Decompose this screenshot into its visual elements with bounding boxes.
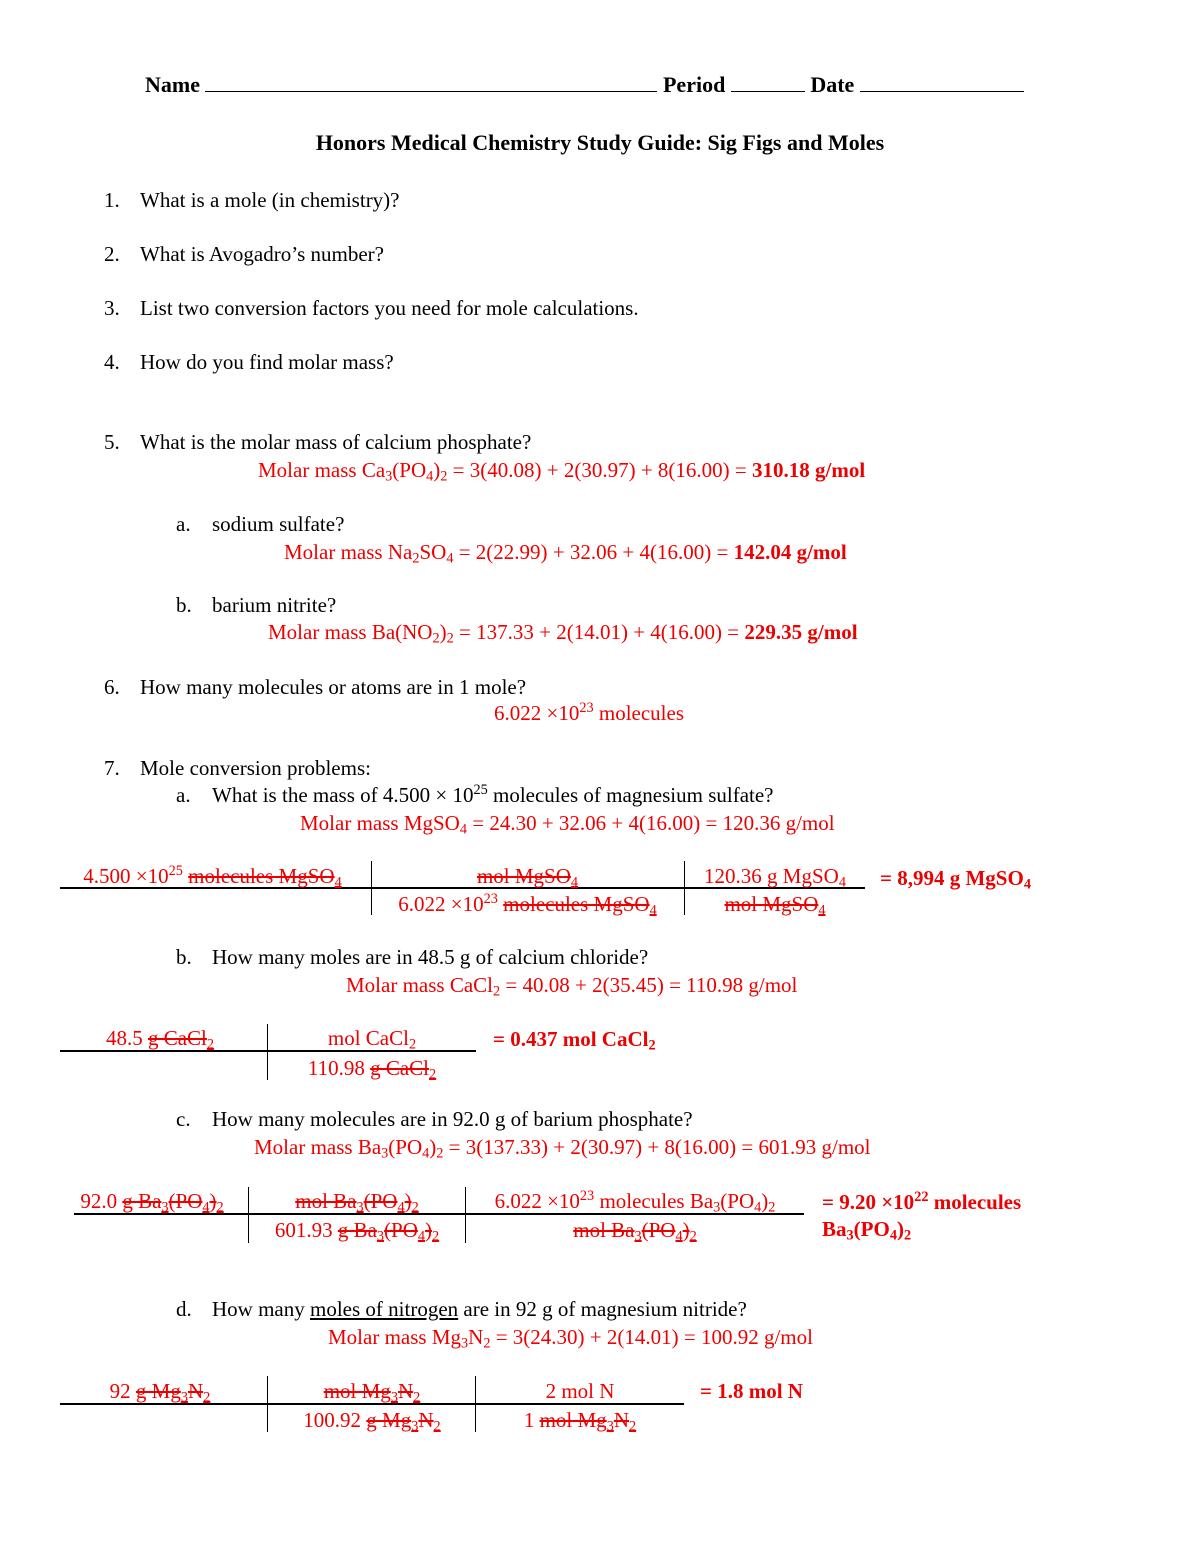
- question-6: 6. How many molecules or atoms are in 1 mole?: [104, 675, 527, 699]
- q7d-factor-ratio-top: 2 mol N: [545, 1379, 615, 1403]
- q7c-factor-mol-bottom: mol $Ba_3(PO_4)_2$: [573, 1218, 697, 1245]
- q7b-factor-mol: mol CaCl$_2$: [327, 1026, 417, 1053]
- q5-answer: Molar mass $Ca_3(PO_4)_2 = 3(40.08) + 2(30.97) + 8(16.00) = 310.18$ g/mol: [258, 458, 866, 485]
- name-blank[interactable]: [205, 73, 657, 92]
- q7d-factor-mass: 100.92 g $Mg_3N_2$: [303, 1408, 441, 1435]
- period-blank[interactable]: [731, 73, 805, 92]
- q7d-molar-mass: Molar mass $Mg_3N_2 = 3(24.30) + 2(14.01) = 100.92$ g/mol: [328, 1325, 813, 1352]
- q7a-factor-avogadro: $6.022 \times 10^{23}$ molecules MgSO$_4$: [398, 891, 657, 919]
- q7c-result: = $9.20 \times 10^{22}$ molecules $Ba_3(PO_4)_2$: [822, 1189, 1022, 1244]
- q7a-divider-2: [684, 861, 685, 915]
- underlined-phrase: moles of nitrogen: [310, 1297, 459, 1321]
- page-title: Honors Medical Chemistry Study Guide: Sig Figs and Moles: [315, 130, 885, 155]
- question-4: 4. How do you find molar mass?: [104, 350, 394, 374]
- q7d-divider-1: [267, 1376, 268, 1432]
- question-5b: b. barium nitrite?: [176, 593, 337, 617]
- q7b-result: = 0.437 mol CaCl$_2$: [493, 1027, 656, 1054]
- question-7b: b. How many moles are in 48.5 g of calcium chloride?: [176, 945, 649, 969]
- q7b-factor-mass: 110.98 g CaCl$_2$: [307, 1056, 437, 1083]
- header-line: [145, 72, 1024, 98]
- date-label: Date: [810, 72, 855, 97]
- q7a-divider-1: [371, 861, 372, 915]
- question-7c: c. How many molecules are in 92.0 g of barium phosphate?: [176, 1107, 693, 1131]
- q7c-factor-given: 92.0 g $Ba_3(PO_4)_2$: [80, 1189, 224, 1216]
- question-1: 1. What is a mole (in chemistry)?: [104, 188, 400, 212]
- q7d-factor-ratio-bottom: 1 mol $Mg_3N_2$: [523, 1408, 637, 1435]
- q7a-result: = 8,994 g MgSO$_4$: [880, 866, 1031, 893]
- q6-answer: $6.022 \times 10^{23}$ molecules: [494, 700, 684, 725]
- q7c-factor-mol-top: mol $Ba_3(PO_4)_2$: [295, 1189, 419, 1216]
- question-5a: a. sodium sulfate?: [176, 512, 345, 536]
- q5b-answer: Molar mass $Ba(NO_2)_2 = 137.33 + 2(14.01) + 4(16.00) = 229.35$ g/mol: [268, 620, 858, 647]
- q7b-divider-1: [267, 1024, 268, 1080]
- q7c-molar-mass: Molar mass $Ba_3(PO_4)_2 = 3(137.33) + 2(30.97) + 8(16.00) = 601.93$ g/mol: [254, 1135, 871, 1162]
- q7c-divider-2: [465, 1187, 466, 1243]
- date-blank[interactable]: [860, 73, 1024, 92]
- q7d-factor-mol-top: mol $Mg_3N_2$: [323, 1379, 421, 1406]
- question-7: 7. Mole conversion problems:: [104, 756, 371, 780]
- q7a-factor-mol-top: mol MgSO$_4$: [476, 864, 579, 891]
- q7d-divider-2: [475, 1376, 476, 1432]
- q7b-molar-mass: Molar mass CaCl$_2$ = 40.08 + 2(35.45) = 110.98 g/mol: [346, 973, 798, 1000]
- question-7a: a. What is the mass of $4.500 \times 10^{25}$ molecules of magnesium sulfate?: [176, 782, 774, 807]
- q5a-answer: Molar mass $Na_2SO_4 = 2(22.99) + 32.06 + 4(16.00) = 142.04$ g/mol: [284, 540, 847, 567]
- q7c-divider-1: [248, 1187, 249, 1243]
- name-label: Name: [145, 72, 200, 97]
- q7d-result: = 1.8 mol N: [700, 1379, 803, 1403]
- question-3: 3. List two conversion factors you need for mole calculations.: [104, 296, 639, 320]
- q7a-factor-mol-bottom: mol MgSO$_4$: [724, 892, 826, 919]
- question-2: 2. What is Avogadro’s number?: [104, 242, 384, 266]
- period-label: Period: [662, 72, 726, 97]
- question-5: 5. What is the molar mass of calcium phosphate?: [104, 430, 532, 454]
- question-7d: d. How many moles of nitrogen are in 92 g of magnesium nitride?: [176, 1297, 747, 1321]
- q7c-factor-mass: 601.93 g $Ba_3(PO_4)_2$: [274, 1218, 440, 1245]
- q7a-molar-mass: Molar mass MgSO$_4$ = 24.30 + 32.06 + 4(16.00) = 120.36 g/mol: [300, 811, 835, 838]
- q7b-factor-given: 48.5 g CaCl$_2$: [105, 1026, 215, 1053]
- q7c-factor-avogadro: $6.022 \times 10^{23}$ molecules $Ba_3(PO_4)_2$: [494, 1188, 776, 1216]
- q7a-factor-mass: 120.36 g MgSO$_4$: [704, 864, 846, 891]
- q7d-factor-given: 92 g $Mg_3N_2$: [109, 1379, 211, 1406]
- q7a-factor-given: $4.500 \times 10^{25}$ molecules MgSO$_4$: [83, 863, 342, 891]
